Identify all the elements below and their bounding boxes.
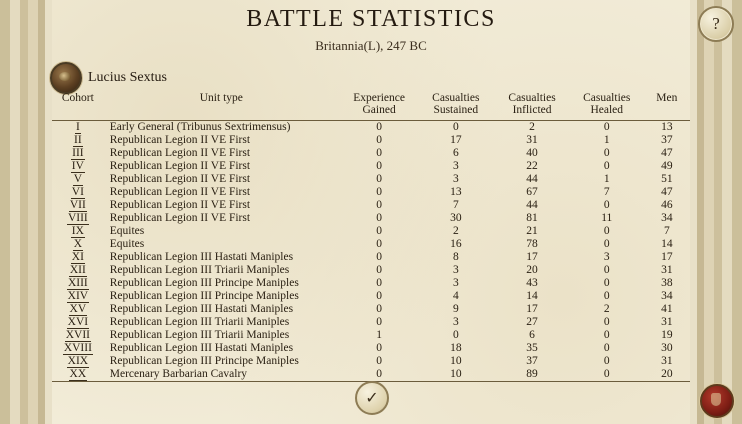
cell-experience-gained: 0 (376, 199, 382, 212)
cell-casualties-inflicted: 17 (526, 303, 538, 316)
cell-casualties-inflicted: 44 (526, 173, 538, 186)
cohort-numeral: XX (69, 368, 87, 380)
cell-casualties-sustained: 8 (452, 251, 459, 264)
right-border-strip (690, 0, 742, 424)
cell-unit-type: Republican Legion III Principe Maniples (109, 355, 299, 368)
cell-casualties-sustained: 0 (452, 121, 459, 134)
header-healed-line1: Casualties (583, 92, 631, 104)
faction-shield-button[interactable] (700, 384, 734, 418)
cell-men: 37 (661, 134, 673, 147)
cell-experience-gained: 0 (376, 134, 382, 147)
cell-experience-gained: 0 (376, 303, 382, 316)
cell-experience-gained: 0 (376, 212, 382, 225)
cell-cohort (52, 225, 104, 238)
table-row[interactable] (52, 342, 690, 355)
cohort-numeral: XVII (65, 329, 90, 341)
cell-experience-gained: 0 (376, 277, 382, 290)
help-button[interactable] (698, 6, 734, 42)
cohort-numeral: IV (71, 160, 84, 172)
cell-casualties-healed: 0 (603, 264, 610, 277)
cell-men: 14 (661, 238, 673, 251)
cell-casualties-inflicted: 43 (526, 277, 538, 290)
cohort-numeral: IX (71, 225, 84, 237)
cell-cohort (52, 121, 104, 135)
cell-casualties-inflicted: 37 (526, 355, 538, 368)
cell-casualties-healed: 0 (603, 342, 610, 355)
cell-casualties-healed: 0 (603, 121, 610, 134)
cell-casualties-sustained: 13 (450, 186, 462, 199)
cell-casualties-healed: 1 (603, 173, 610, 186)
cell-men: 13 (661, 121, 673, 134)
table-row[interactable] (52, 173, 690, 186)
commander-name: Lucius Sextus (88, 70, 167, 85)
cell-casualties-inflicted: 2 (529, 121, 535, 134)
cell-cohort (52, 277, 104, 290)
cell-men: 47 (661, 186, 673, 199)
cell-casualties-sustained: 3 (452, 173, 459, 186)
cell-casualties-inflicted: 31 (526, 134, 538, 147)
cell-casualties-healed: 0 (603, 238, 610, 251)
cell-casualties-healed: 0 (603, 329, 610, 342)
cell-casualties-healed: 3 (603, 251, 610, 264)
header-experience-gained (341, 92, 417, 117)
table-row[interactable] (52, 368, 690, 381)
header-casualties-sustained (417, 92, 494, 117)
cell-unit-type: Republican Legion III Hastati Maniples (109, 342, 294, 355)
cell-cohort (52, 173, 104, 186)
cell-casualties-sustained: 9 (452, 303, 459, 316)
cell-unit-type: Republican Legion II VE First (109, 134, 251, 147)
cell-casualties-sustained: 3 (452, 160, 459, 173)
cell-casualties-sustained: 16 (450, 238, 462, 251)
cell-experience-gained: 0 (376, 264, 382, 277)
cell-cohort (52, 238, 104, 251)
table-body (52, 121, 690, 382)
cell-unit-type: Republican Legion II VE First (109, 186, 251, 199)
cell-men: 31 (661, 264, 673, 277)
cell-unit-type: Republican Legion II VE First (109, 212, 251, 225)
cell-men: 47 (661, 147, 673, 160)
cell-men: 7 (663, 225, 670, 238)
cohort-numeral: XV (69, 303, 87, 315)
cell-casualties-healed: 0 (603, 160, 610, 173)
cell-men: 17 (661, 251, 673, 264)
cell-cohort (52, 264, 104, 277)
table-row[interactable] (52, 121, 690, 135)
cell-casualties-sustained: 10 (450, 355, 462, 368)
cell-men: 19 (661, 329, 673, 342)
cell-cohort (52, 290, 104, 303)
cell-men: 34 (661, 212, 673, 225)
general-portrait-icon[interactable] (50, 62, 82, 94)
cell-unit-type: Republican Legion III Triarii Maniples (109, 316, 290, 329)
cohort-numeral: XIV (67, 290, 89, 302)
cell-experience-gained: 0 (376, 225, 382, 238)
table-row[interactable] (52, 329, 690, 342)
header-casualties-healed (570, 92, 644, 117)
cohort-numeral: XIII (67, 277, 88, 289)
table-row[interactable] (52, 186, 690, 199)
cell-casualties-inflicted: 21 (526, 225, 538, 238)
table-row[interactable] (52, 277, 690, 290)
header-experience-line1: Experience (353, 92, 405, 104)
cell-experience-gained: 0 (376, 173, 382, 186)
cell-unit-type: Equites (109, 225, 145, 238)
cell-cohort (52, 186, 104, 199)
header-inflicted-line1: Casualties (508, 92, 556, 104)
cell-experience-gained: 0 (376, 186, 382, 199)
cell-casualties-healed: 0 (603, 355, 610, 368)
question-mark-icon: ? (712, 14, 720, 33)
cell-experience-gained: 0 (376, 342, 382, 355)
cohort-numeral: V (73, 173, 83, 185)
header-men: Men (656, 92, 678, 104)
cell-casualties-sustained: 10 (450, 368, 462, 381)
cohort-numeral: XVIII (63, 342, 92, 354)
cell-experience-gained: 0 (376, 147, 382, 160)
cell-unit-type: Republican Legion III Triarii Maniples (109, 264, 290, 277)
cell-cohort (52, 303, 104, 316)
cell-casualties-sustained: 6 (452, 147, 459, 160)
cell-casualties-inflicted: 20 (526, 264, 538, 277)
accept-button[interactable] (355, 381, 389, 415)
table-row[interactable] (52, 147, 690, 160)
cell-casualties-inflicted: 35 (526, 342, 538, 355)
cell-cohort (52, 342, 104, 355)
cohort-numeral: X (73, 238, 83, 250)
cell-casualties-inflicted: 78 (526, 238, 538, 251)
cohort-numeral: VIII (67, 212, 88, 224)
table-row[interactable] (52, 316, 690, 329)
cell-casualties-sustained: 3 (452, 316, 459, 329)
cell-casualties-healed: 11 (601, 212, 613, 225)
header-unit-type: Unit type (199, 92, 243, 104)
cell-casualties-sustained: 30 (450, 212, 462, 225)
cell-casualties-inflicted: 89 (526, 368, 538, 381)
header-sustained-line1: Casualties (432, 92, 480, 104)
page-subtitle: Britannia(L), 247 BC (315, 38, 427, 53)
cell-men: 31 (661, 355, 673, 368)
cell-experience-gained: 0 (376, 316, 382, 329)
header-inflicted-line2: Inflicted (512, 104, 552, 116)
table-row[interactable] (52, 134, 690, 147)
cell-experience-gained: 0 (376, 290, 382, 303)
cell-men: 49 (661, 160, 673, 173)
cell-cohort (52, 368, 104, 381)
cell-men: 20 (661, 368, 673, 381)
table-row[interactable] (52, 355, 690, 368)
header-healed-line2: Healed (590, 104, 624, 116)
cell-cohort (52, 355, 104, 368)
cell-men: 34 (661, 290, 673, 303)
cell-cohort (52, 199, 104, 212)
cell-unit-type: Equites (109, 238, 145, 251)
header-sustained-line2: Sustained (433, 104, 479, 116)
cell-casualties-sustained: 7 (452, 199, 459, 212)
table-row[interactable] (52, 238, 690, 251)
cell-unit-type: Republican Legion III Hastati Maniples (109, 251, 294, 264)
commander-row (50, 62, 167, 94)
statistics-table (52, 92, 690, 381)
cell-casualties-inflicted: 14 (526, 290, 538, 303)
cell-unit-type: Republican Legion III Principe Maniples (109, 290, 299, 303)
cell-experience-gained: 0 (376, 355, 382, 368)
cell-casualties-healed: 7 (603, 186, 610, 199)
header-cohort: Cohort (61, 92, 94, 104)
cell-casualties-sustained: 2 (452, 225, 459, 238)
header-experience-line2: Gained (362, 104, 396, 116)
cell-men: 41 (661, 303, 673, 316)
cell-unit-type: Republican Legion II VE First (109, 160, 251, 173)
cell-casualties-inflicted: 27 (526, 316, 538, 329)
cell-casualties-inflicted: 44 (526, 199, 538, 212)
cohort-numeral: VII (69, 199, 86, 211)
cell-experience-gained: 0 (376, 251, 382, 264)
table-row[interactable] (52, 264, 690, 277)
cell-unit-type: Republican Legion II VE First (109, 173, 251, 186)
cell-casualties-healed: 0 (603, 147, 610, 160)
cell-casualties-sustained: 0 (452, 329, 459, 342)
cell-casualties-inflicted: 22 (526, 160, 538, 173)
cell-men: 38 (661, 277, 673, 290)
cell-casualties-sustained: 3 (452, 277, 459, 290)
table-row[interactable] (52, 199, 690, 212)
cell-casualties-sustained: 17 (450, 134, 462, 147)
cell-unit-type: Republican Legion II VE First (109, 147, 251, 160)
cell-experience-gained: 1 (376, 329, 382, 342)
cohort-numeral: XII (69, 264, 86, 276)
cohort-numeral: II (74, 134, 82, 146)
table-row[interactable] (52, 212, 690, 225)
cohort-numeral: XVI (67, 316, 89, 328)
cohort-numeral: XIX (67, 355, 89, 367)
cell-cohort (52, 134, 104, 147)
cell-casualties-inflicted: 17 (526, 251, 538, 264)
cell-casualties-inflicted: 67 (526, 186, 538, 199)
cell-casualties-sustained: 3 (452, 264, 459, 277)
cell-cohort (52, 147, 104, 160)
cell-casualties-healed: 0 (603, 316, 610, 329)
table-row[interactable] (52, 290, 690, 303)
cell-experience-gained: 0 (376, 368, 382, 381)
cell-casualties-healed: 0 (603, 277, 610, 290)
table-row[interactable] (52, 303, 690, 316)
cell-casualties-healed: 0 (603, 290, 610, 303)
cohort-numeral: XI (71, 251, 84, 263)
table-header (52, 92, 690, 121)
cell-men: 30 (661, 342, 673, 355)
cell-casualties-inflicted: 81 (526, 212, 538, 225)
cell-unit-type: Early General (Tribunus Sextrimensus) (109, 121, 291, 134)
cell-cohort (52, 212, 104, 225)
cell-men: 31 (661, 316, 673, 329)
cell-casualties-sustained: 4 (452, 290, 459, 303)
cell-unit-type: Republican Legion III Hastati Maniples (109, 303, 294, 316)
cohort-numeral: III (72, 147, 84, 159)
cohort-numeral: VI (71, 186, 84, 198)
header-casualties-inflicted (494, 92, 569, 117)
table-row[interactable] (52, 160, 690, 173)
cell-experience-gained: 0 (376, 238, 382, 251)
cohort-numeral: I (75, 121, 80, 133)
cell-casualties-healed: 0 (603, 225, 610, 238)
cell-casualties-healed: 2 (603, 303, 610, 316)
cell-casualties-inflicted: 40 (526, 147, 538, 160)
check-icon: ✓ (365, 390, 379, 407)
cell-experience-gained: 0 (376, 121, 382, 134)
cell-unit-type: Republican Legion II VE First (109, 199, 251, 212)
statistics-table-container (52, 92, 690, 381)
cell-unit-type: Republican Legion III Principe Maniples (109, 277, 299, 290)
cell-experience-gained: 0 (376, 160, 382, 173)
table-row[interactable] (52, 251, 690, 264)
cell-unit-type: Republican Legion III Triarii Maniples (109, 329, 290, 342)
cell-casualties-healed: 1 (603, 134, 610, 147)
cell-cohort (52, 160, 104, 173)
cell-cohort (52, 329, 104, 342)
cell-casualties-healed: 0 (603, 368, 610, 381)
table-row[interactable] (52, 225, 690, 238)
cell-cohort (52, 316, 104, 329)
cell-cohort (52, 251, 104, 264)
cell-men: 46 (661, 199, 673, 212)
cell-casualties-inflicted: 6 (529, 329, 535, 342)
cell-casualties-sustained: 18 (450, 342, 462, 355)
page-title: BATTLE STATISTICS (246, 6, 496, 32)
cell-unit-type: Mercenary Barbarian Cavalry (109, 368, 248, 381)
cell-casualties-healed: 0 (603, 199, 610, 212)
cell-men: 51 (661, 173, 673, 186)
